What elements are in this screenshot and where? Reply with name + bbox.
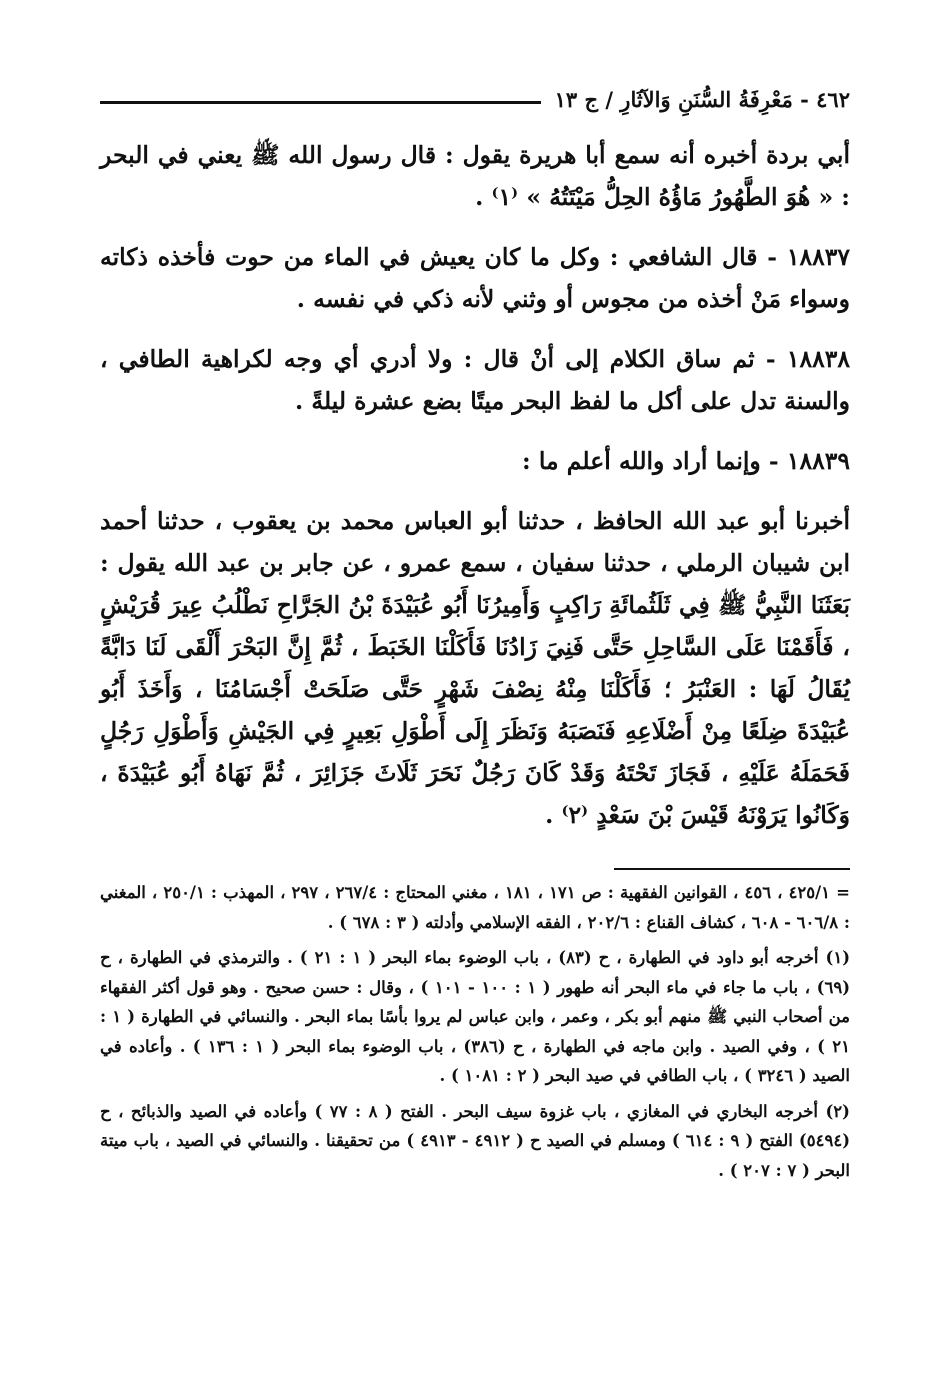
main-text: [100, 134, 850, 836]
paragraph-18837: [100, 236, 850, 320]
paragraph-number: ١٨٨٣٧: [786, 243, 850, 271]
footnote-2: (٢) أخرجه البخاري في المغازي ، باب غزوة سيف البحر . الفتح ( ٨ : ٧٧ ) وأعاده في الصيد والذبائح ، ح (٥٤٩٤) الفتح ( ٩ : ٦١٤ ) ومسلم في الصيد ح ( ٤٩١٢ - ٤٩١٣ ) من تحقيقنا . والنسائي في الصيد ، باب ميتة البحر ( ٧ : ٢٠٧ ) .: [100, 1101, 850, 1180]
paragraph-text: - قال الشافعي : وكل ما كان يعيش في الماء من حوت فأخذه ذكاته وسواء مَنْ أخذه من مجوس أو وثني لأنه ذكي في نفسه .: [100, 243, 850, 313]
paragraph-number: ١٨٨٣٨: [786, 345, 850, 373]
paragraph-number: ١٨٨٣٩: [786, 447, 850, 475]
running-header: [100, 82, 850, 116]
running-head-text: ٤٦٢ - مَعْرِفَةُ السُّنَنِ وَالآثَارِ / ج ١٣: [554, 86, 850, 112]
header-rule: [100, 101, 541, 104]
paragraph-continuation: [100, 134, 850, 218]
footnotes: [100, 878, 850, 1191]
footnote-rule: [614, 868, 850, 870]
paragraph-18838: [100, 338, 850, 422]
paragraph-18839: [100, 440, 850, 482]
paragraph-text: أبي بردة أخبره أنه سمع أبا هريرة يقول : قال رسول الله ﷺ يعني في البحر : « هُوَ الطَّهُورُ مَاؤُهُ الحِلُّ مَيْتَتُهُ » ⁽١⁾ .: [100, 141, 850, 211]
paragraph-text: أخبرنا أبو عبد الله الحافظ ، حدثنا أبو العباس محمد بن يعقوب ، حدثنا أحمد ابن شيبان الرملي ، حدثنا سفيان ، سمع عمرو ، عن جابر بن عبد الله يقول : بَعَثَنَا النَّبِيُّ ﷺ فِي ثَلَثُمائَةِ رَاكِبٍ وَأَمِيرُنَا أَبُو عُبَيْدَةَ بْنُ الجَرَّاحِ نَطْلُبُ عِيرَ قُرَيْشٍ ، فَأَقَمْنَا عَلَى السَّاحِلِ حَتَّى فَنِيَ زَادُنَا فَأَكَلْنَا الخَبَطَ ، ثُمَّ إِنَّ البَحْرَ أَلْقَى لَنَا دَابَّةً يُقَالُ لَهَا : العَنْبَرُ ؛ فَأَكَلْنَا مِنْهُ نِصْفَ شَهْرٍ حَتَّى صَلَحَتْ أَجْسَامُنَا ، وَأَخَذَ أَبُو عُبَيْدَةَ ضِلَعًا مِنْ أَضْلَاعِهِ فَنَصَبَهُ وَنَظَرَ إِلَى أَطْوَلِ بَعِيرٍ فِي الجَيْشِ وَأَطْوَلِ رَجُلٍ فَحَمَلَهُ عَلَيْهِ ، فَجَازَ تَحْتَهُ وَقَدْ كَانَ رَجُلٌ نَحَرَ ثَلَاثَ جَزَائِرَ ، ثُمَّ نَهَاهُ أَبُو عُبَيْدَةَ ، وَكَانُوا يَرَوْنَهُ قَيْسَ بْنَ سَعْدٍ ⁽٢⁾ .: [100, 507, 850, 829]
paragraph-text: - ثم ساق الكلام إلى أنْ قال : ولا أدري أي وجه لكراهية الطافي ، والسنة تدل على أكل ما لفظ البحر ميتًا بضع عشرة ليلةً .: [100, 345, 850, 415]
footnote-1: (١) أخرجه أبو داود في الطهارة ، ح (٨٣) ، باب الوضوء بماء البحر ( ١ : ٢١ ) . والترمذي في الطهارة ، ح (٦٩) ، باب ما جاء في ماء البحر أنه طهور ( ١ : ١٠٠ - ١٠١ ) ، وقال : حسن صحيح . وهو قول أكثر الفقهاء من أصحاب النبي ﷺ منهم أبو بكر ، وعمر ، وابن عباس لم يروا بأسًا بماء البحر . والنسائي في الطهارة ( ١ : ٢١ ) ، وفي الصيد . وابن ماجه في الطهارة ، ح (٣٨٦) ، باب الوضوء بماء البحر ( ١ : ١٣٦ ) . وأعاده في الصيد ( ٣٢٤٦ ) ، باب الطافي في صيد البحر ( ٢ : ١٠٨١ ) .: [100, 948, 851, 1085]
paragraph-text: - وإنما أراد والله أعلم ما :: [522, 447, 787, 475]
footnote-continuation: = ٤٢٥/١ ، ٤٥٦ ، القوانين الفقهية : ص ١٧١ ، ١٨١ ، مغني المحتاج : ٢٦٧/٤ ، ٢٩٧ ، المهذب : ٢٥٠/١ ، المغني : ٦٠٦/٨ - ٦٠٨ ، كشاف القناع : ٢٠٢/٦ ، الفقه الإسلامي وأدلته ( ٣ : ٦٧٨ ) .: [100, 883, 850, 932]
hadith-narration: [100, 500, 850, 836]
book-page: [100, 0, 850, 1380]
